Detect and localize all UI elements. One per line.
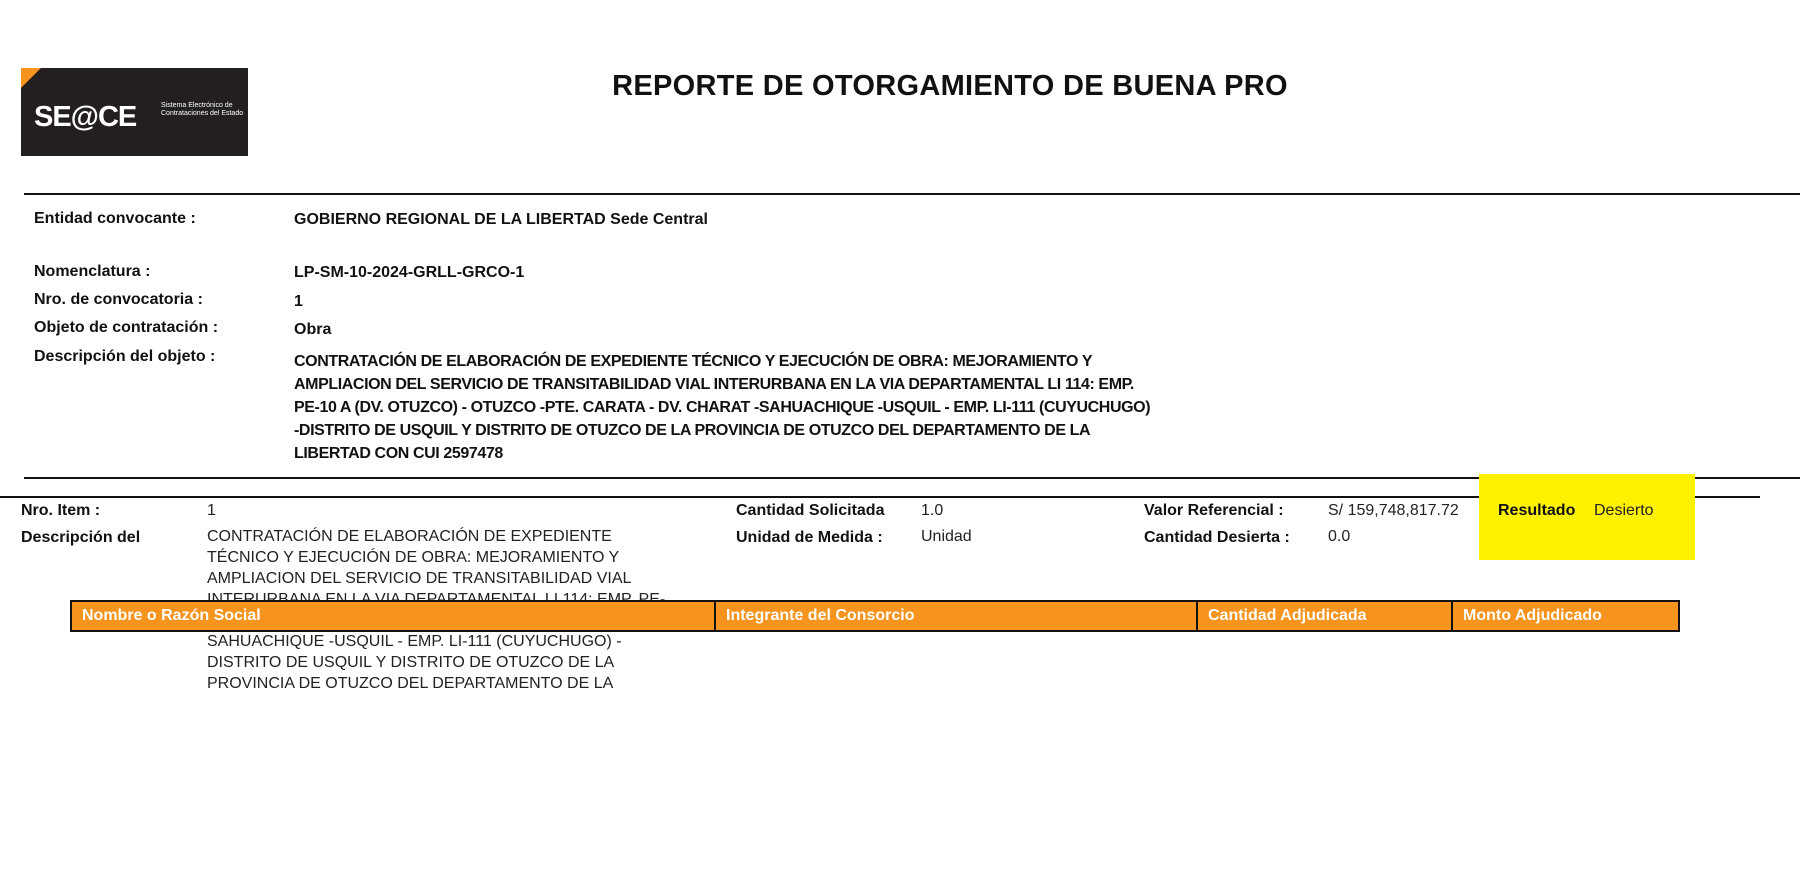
col-header-razon-social: Nombre o Razón Social (82, 607, 261, 624)
nomenclatura-label: Nomenclatura : (34, 263, 151, 280)
descripcion-line: AMPLIACION DEL SERVICIO DE TRANSITABILIDAD VIAL INTERURBANA EN LA VIA DEPARTAMENTAL LI 114: EMP. (294, 376, 1134, 393)
item-desc-line: SAHUACHIQUE -USQUIL - EMP. LI-111 (CUYUCHUGO) - (207, 633, 622, 650)
cantidad-solicitada-value: 1.0 (921, 502, 944, 519)
valor-referencial-value: S/ 159,748,817.72 (1328, 502, 1459, 519)
item-nro-label: Nro. Item : (21, 502, 101, 519)
descripcion-line: CONTRATACIÓN DE ELABORACIÓN DE EXPEDIENTE TÉCNICO Y EJECUCIÓN DE OBRA: MEJORAMIENTO Y (294, 353, 1093, 370)
logo-mark: SE@CE (34, 101, 137, 133)
descripcion-line: LIBERTAD CON CUI 2597478 (294, 445, 503, 462)
item-desc-line: AMPLIACION DEL SERVICIO DE TRANSITABILIDAD VIAL (207, 570, 632, 587)
nomenclatura-value: LP-SM-10-2024-GRLL-GRCO-1 (294, 264, 525, 281)
objeto-label: Objeto de contratación : (34, 319, 219, 336)
col-header-monto-adjudicado: Monto Adjudicado (1451, 602, 1678, 630)
logo-fold-corner (21, 68, 41, 88)
cantidad-solicitada-label: Cantidad Solicitada (736, 502, 885, 519)
unidad-label: Unidad de Medida : (736, 529, 883, 546)
item-desc-line: CONTRATACIÓN DE ELABORACIÓN DE EXPEDIENTE (207, 528, 612, 545)
divider-top (24, 193, 1800, 195)
col-header-integrante: Integrante del Consorcio (714, 602, 1196, 630)
cantidad-desierta-label: Cantidad Desierta : (1144, 529, 1290, 546)
adjudicacion-table-header (70, 600, 1680, 632)
convocatoria-label: Nro. de convocatoria : (34, 291, 203, 308)
resultado-label: Resultado (1498, 502, 1576, 519)
item-desc-line: TÉCNICO Y EJECUCIÓN DE OBRA: MEJORAMIENTO Y (207, 549, 620, 566)
valor-referencial-label: Valor Referencial : (1144, 502, 1284, 519)
descripcion-line: -DISTRITO DE USQUIL Y DISTRITO DE OTUZCO DE LA PROVINCIA DE OTUZCO DEL DEPARTAMENTO DE LA (294, 422, 1091, 439)
item-nro-value: 1 (207, 502, 216, 519)
item-desc-line: DISTRITO DE USQUIL Y DISTRITO DE OTUZCO DE LA (207, 654, 615, 671)
item-desc-label: Descripción del (21, 529, 141, 546)
entidad-label: Entidad convocante : (34, 210, 196, 227)
logo-tagline: Sistema Electrónico de Contrataciones del Estado (161, 102, 244, 117)
seace-logo (21, 68, 248, 156)
descripcion-value (294, 350, 1274, 465)
resultado-value: Desierto (1594, 502, 1654, 519)
entidad-value: GOBIERNO REGIONAL DE LA LIBERTAD Sede Central (294, 211, 708, 228)
cantidad-desierta-value: 0.0 (1328, 528, 1351, 545)
objeto-value: Obra (294, 321, 332, 338)
descripcion-label: Descripción del objeto : (34, 348, 216, 365)
convocatoria-value: 1 (294, 293, 303, 310)
descripcion-line: PE-10 A (DV. OTUZCO) - OTUZCO -PTE. CARATA - DV. CHARAT -SAHUACHIQUE -USQUIL - EMP. LI-111 (CUYUCHUGO) (294, 399, 1151, 416)
item-desc-line: PROVINCIA DE OTUZCO DEL DEPARTAMENTO DE LA (207, 675, 614, 692)
report-title: REPORTE DE OTORGAMIENTO DE BUENA PRO (612, 70, 1288, 102)
col-header-cantidad-adjudicada: Cantidad Adjudicada (1196, 602, 1451, 630)
unidad-value: Unidad (921, 528, 972, 545)
